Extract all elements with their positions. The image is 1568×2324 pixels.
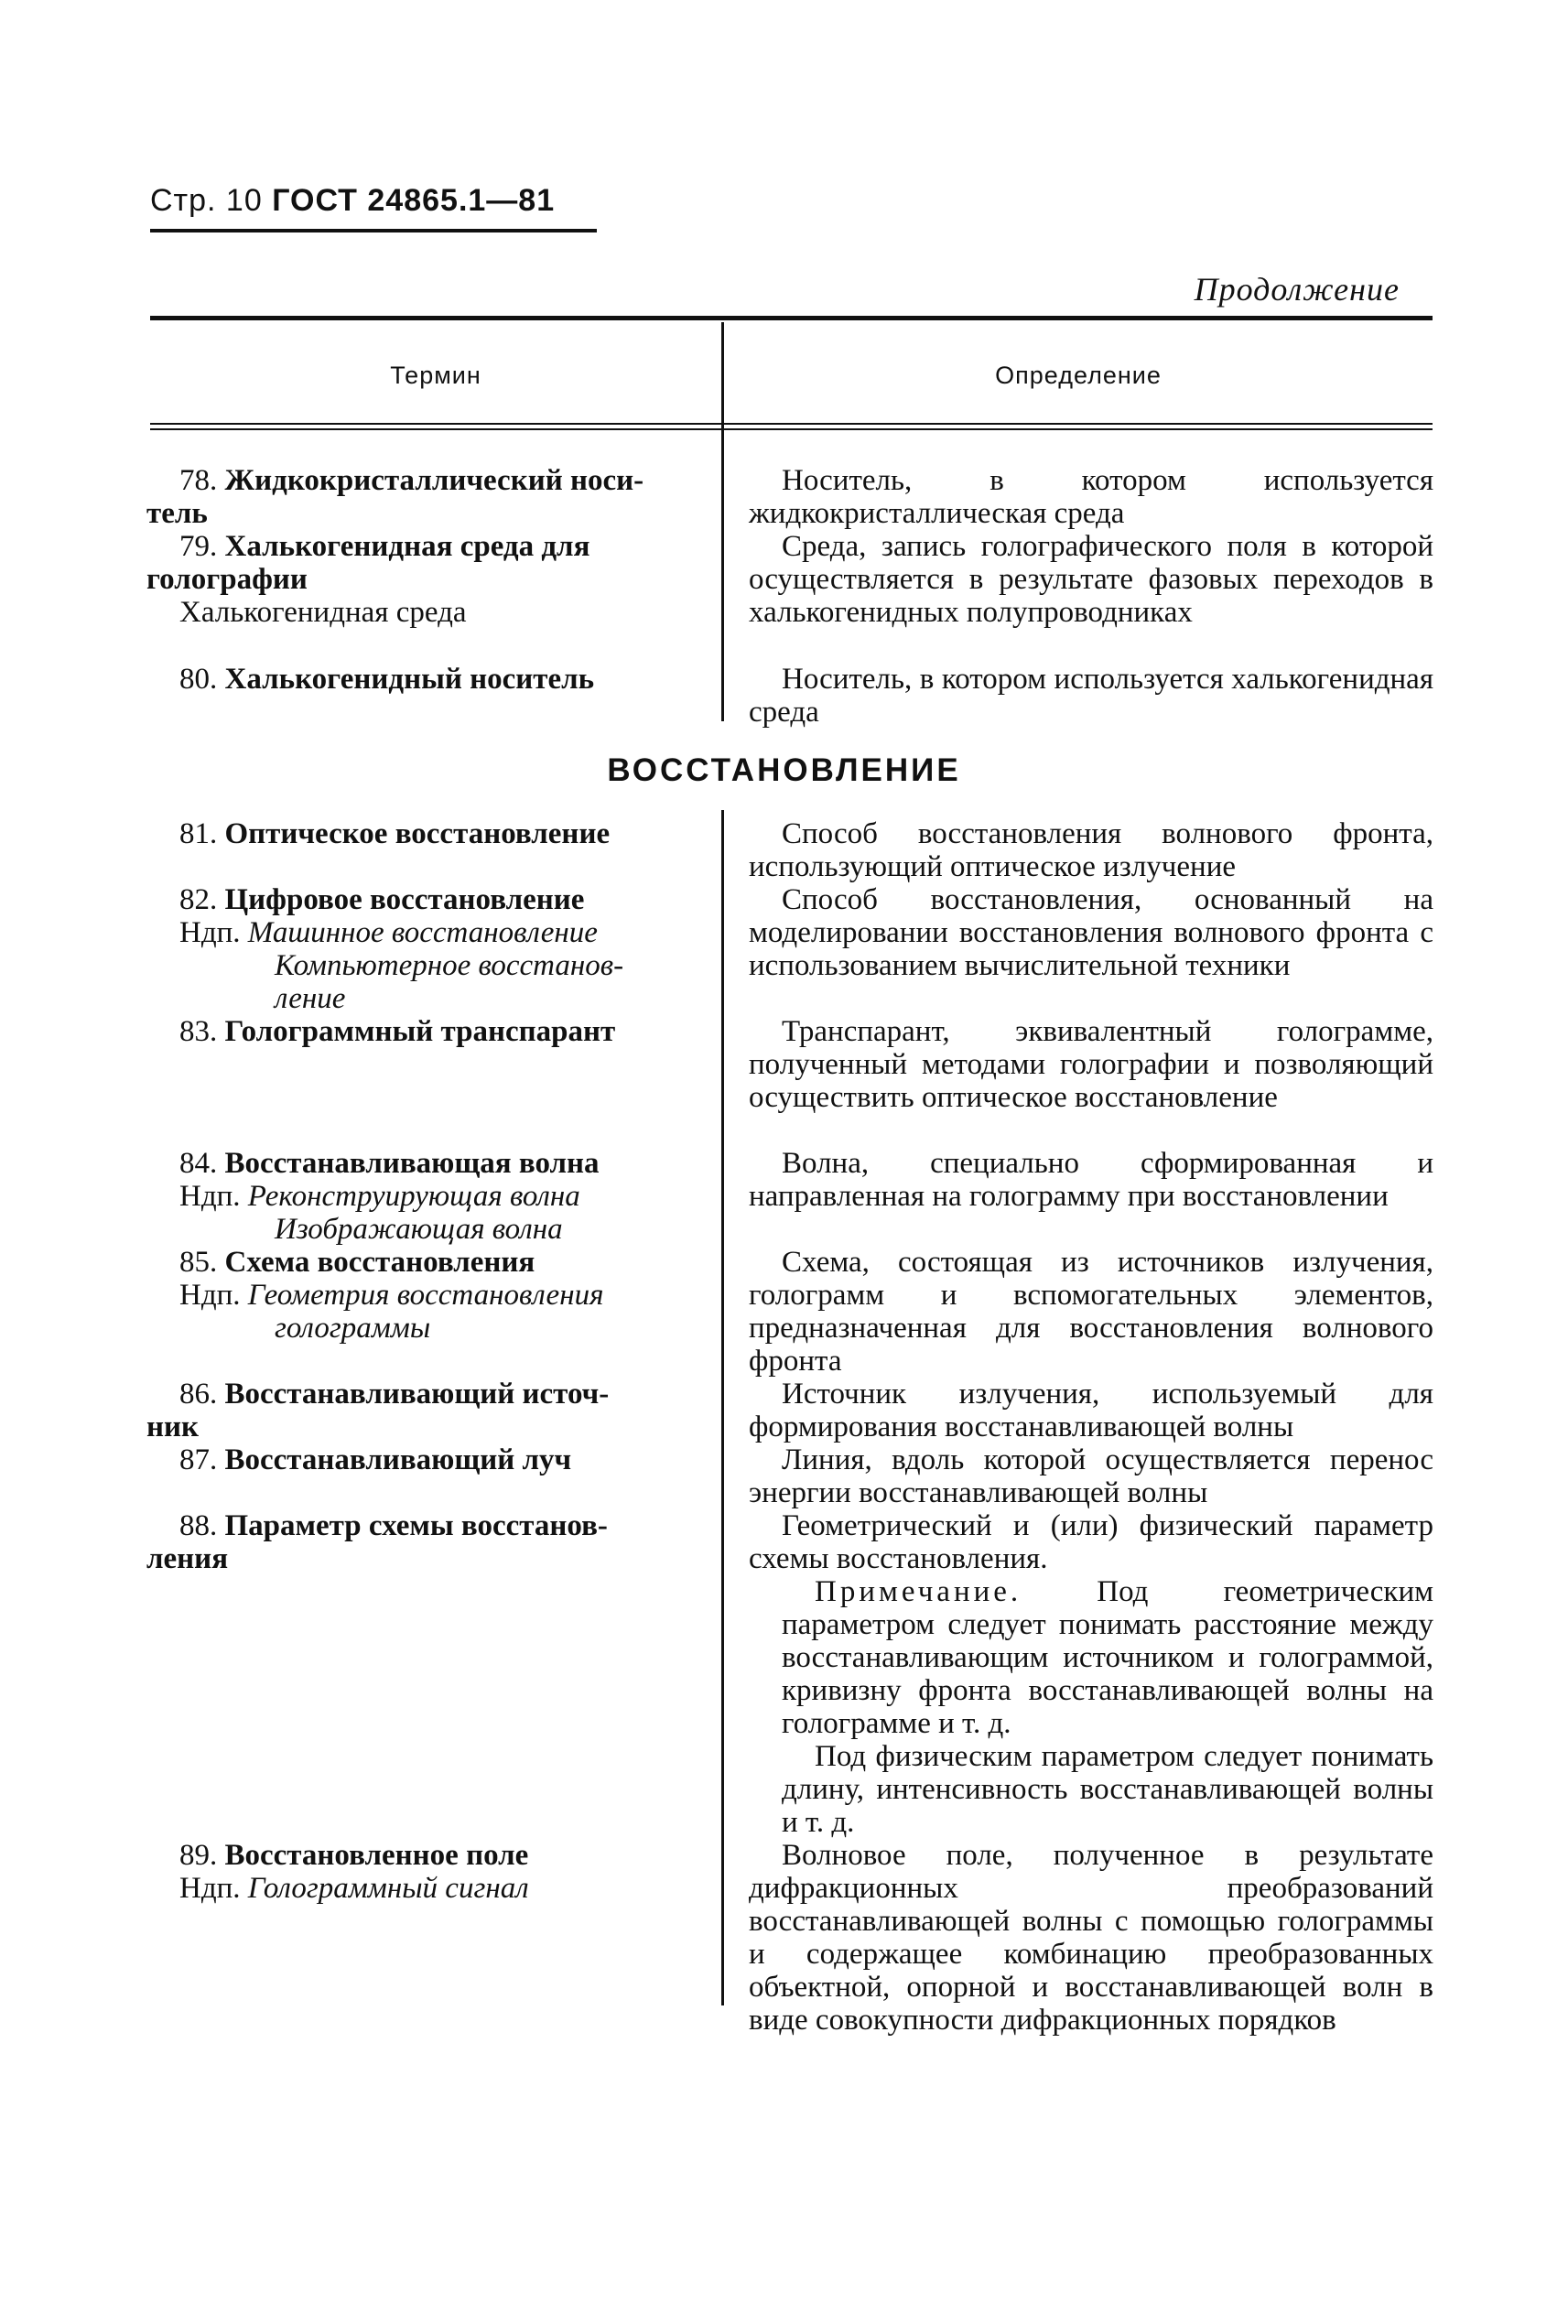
header-double-rule-2 [150, 428, 1433, 430]
header-double-rule-1 [150, 423, 1433, 425]
table-top-rule [150, 316, 1433, 320]
definition-87: Линия, вдоль которой осуществляется перенос энергии восстанавливающей волны [749, 1443, 1433, 1509]
header-rule [150, 229, 597, 232]
term-84: 84. Восстанавливающая волна Ндп. Реконструирующая волна Изображающая волна [179, 1147, 600, 1246]
term-88: 88. Параметр схемы восстанов- ления [146, 1509, 608, 1575]
term-86: 86. Восстанавливающий источ- ник [146, 1378, 610, 1443]
definition-83: Транспарант, эквивалентный голограмме, полученный методами голографии и позволяющий осуществить оптическое восстановление [749, 1015, 1433, 1114]
synonym-79: Халькогенидная среда [179, 596, 467, 629]
term-83: 83. Голограммный транспарант [179, 1015, 616, 1048]
definition-78: Носитель, в котором используется жидкокристаллическая среда [749, 464, 1433, 530]
column-header-term: Термин [390, 362, 481, 389]
definition-81: Способ восстановления волнового фронта, использующий оптическое излучение [749, 817, 1433, 883]
column-divider-block2 [721, 810, 724, 2005]
definition-88: Геометрический и (или) физический параметр схемы восстановления. Примечание. Под геометрическим параметром следует понимать расстояние между восстанавливающим источником и голограммой, кривизну фронта восстанавливающей волны на голограмме и т. д. Под физическим параметром следует понимать длину, интенсивность восстанавливающей волны и т. д. [749, 1509, 1434, 1839]
column-divider-block1 [721, 430, 724, 721]
standard-code: ГОСТ 24865.1—81 [272, 183, 556, 218]
page-header [150, 183, 555, 219]
continuation-label: Продолжение [1194, 271, 1400, 308]
term-89: 89. Восстановленное поле Ндп. Голограммный сигнал [179, 1839, 529, 1905]
definition-86: Источник излучения, используемый для формирования восстанавливающей волны [749, 1378, 1433, 1443]
note-88: Примечание. Под геометрическим параметром следует понимать расстояние между восстанавливающим источником и голограммой, кривизну фронта восстанавливающей волны на голограмме и т. д. [782, 1575, 1434, 1740]
term-81: 81. Оптическое восстановление [179, 817, 611, 850]
term-82: 82. Цифровое восстановление Ндп. Машинное восстановление Компьютерное восстанов- ление [179, 883, 624, 1015]
term-80: 80. Халькогенидный носитель [179, 663, 595, 696]
definition-85: Схема, состоящая из источников излучения, голограмм и вспомогательных элементов, предназначенная для восстановления волнового фронта [749, 1246, 1433, 1378]
definition-84: Волна, специально сформированная и направленная на голограмму при восстановлении [749, 1147, 1433, 1213]
definition-82: Способ восстановления, основанный на моделировании восстановления волнового фронта с использованием вычислительной техники [749, 883, 1433, 982]
term-85: 85. Схема восстановления Ндп. Геометрия восстановления голограммы [179, 1246, 604, 1345]
column-header-definition: Определение [995, 362, 1162, 389]
definition-79: Среда, запись голографического поля в которой осуществляется в результате фазовых переходов в халькогенидных полупроводниках [749, 530, 1433, 629]
note-88-physical: Под физическим параметром следует понимать длину, интенсивность восстанавливающей волны и т. д. [782, 1740, 1433, 1839]
page-number: Стр. 10 [150, 183, 263, 218]
definition-80: Носитель, в котором используется халькогенидная среда [749, 663, 1433, 729]
section-title: ВОССТАНОВЛЕНИЕ [607, 752, 961, 788]
definition-89: Волновое поле, полученное в результате дифракционных преобразований восстанавливающей волны с помощью голограммы и содержащее комбинацию преобразованных объектной, опорной и восстанавливающей волн в виде совокупности дифракционных порядков [749, 1839, 1433, 2037]
term-78: 78. Жидкокристаллический носи- тель [146, 464, 644, 530]
term-87: 87. Восстанавливающий луч [179, 1443, 572, 1476]
term-79: 79. Халькогенидная среда для голографии Халькогенидная среда [146, 530, 697, 629]
